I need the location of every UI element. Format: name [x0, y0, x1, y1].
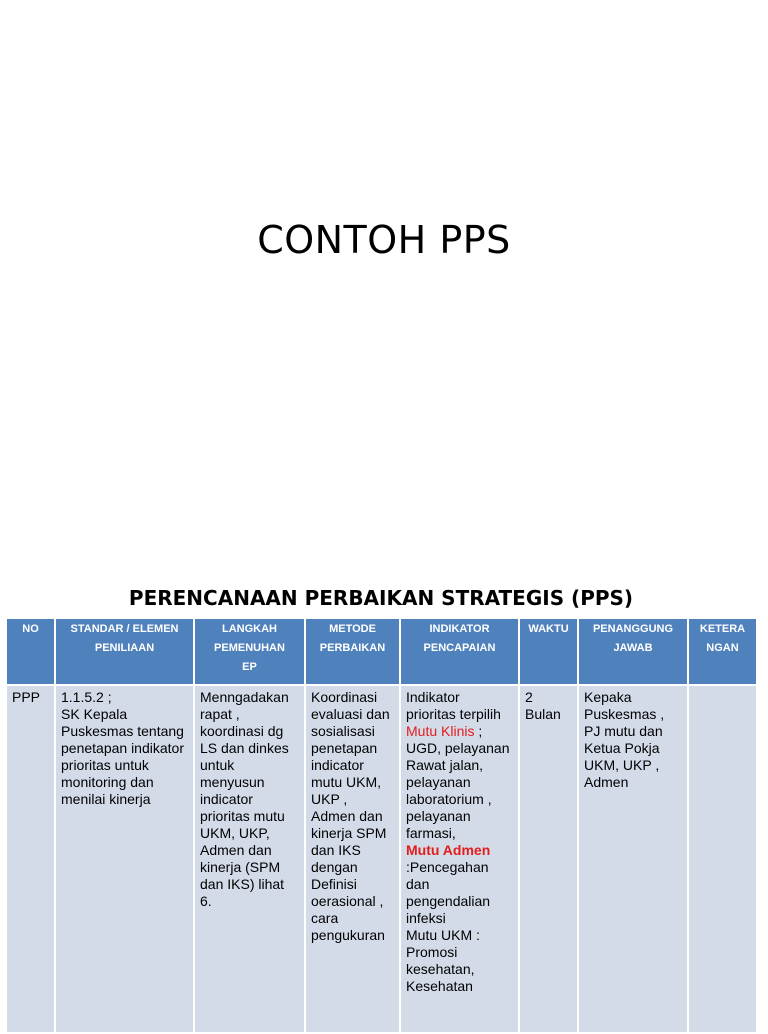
cell-metode: Koordinasi evaluasi dan sosialisasi penetapan indicator mutu UKM, UKP , Admen dan kinerja SPM dan IKS dengan Definisi oerasional , cara pengukuran: [305, 685, 400, 1033]
header-no: NO: [6, 618, 55, 685]
indikator-intro: Indikator prioritas terpilih: [406, 689, 501, 722]
mutu-admen-items: :Pencegahan dan pengendalian infeksi: [406, 859, 491, 926]
cell-penanggung-jawab: Kepaka Puskesmas , PJ mutu dan Ketua Pokja UKM, UKP , Admen: [578, 685, 688, 1033]
header-keterangan: KETERA NGAN: [688, 618, 757, 685]
pps-table: [5, 617, 758, 1034]
mutu-admen-label: Mutu Admen: [406, 842, 491, 858]
mutu-klinis-label: Mutu Klinis: [406, 723, 475, 739]
cell-indikator: Indikator prioritas terpilih Mutu Klinis ; UGD, pelayanan Rawat jalan, pelayanan laboratorium , pelayanan farmasi, Mutu Admen :Pencegahan dan pengendalian infeksi Mutu UKM : Promosi kesehatan, Kesehatan: [400, 685, 519, 1033]
mutu-ukm-label: Mutu UKM :: [406, 927, 480, 943]
header-waktu: WAKTU: [519, 618, 578, 685]
header-metode: METODE PERBAIKAN: [305, 618, 400, 685]
cell-keterangan: [688, 685, 757, 1033]
header-indikator: INDIKATOR PENCAPAIAN: [400, 618, 519, 685]
cell-no: PPP: [6, 685, 55, 1033]
mutu-ukm-items: Promosi kesehatan, Kesehatan: [406, 944, 475, 994]
slide-title: CONTOH PPS: [257, 218, 511, 262]
cell-standar: 1.1.5.2 ; SK Kepala Puskesmas tentang penetapan indikator prioritas untuk monitoring dan menilai kinerja: [55, 685, 194, 1033]
header-standar: STANDAR / ELEMEN PENILIAAN: [55, 618, 194, 685]
cell-waktu: 2 Bulan: [519, 685, 578, 1033]
header-langkah: LANGKAH PEMENUHAN EP: [194, 618, 305, 685]
table-header-row: [6, 618, 757, 685]
table-title: PERENCANAAN PERBAIKAN STRATEGIS (PPS): [128, 586, 634, 610]
cell-langkah: Menngadakan rapat , koordinasi dg LS dan dinkes untuk menyusun indicator prioritas mutu UKM, UKP, Admen dan kinerja (SPM dan IKS) lihat 6.: [194, 685, 305, 1033]
mutu-klinis-items: UGD, pelayanan Rawat jalan, pelayanan laboratorium , pelayanan farmasi,: [406, 740, 510, 841]
table-row: [6, 685, 757, 1033]
header-penanggung-jawab: PENANGGUNG JAWAB: [578, 618, 688, 685]
